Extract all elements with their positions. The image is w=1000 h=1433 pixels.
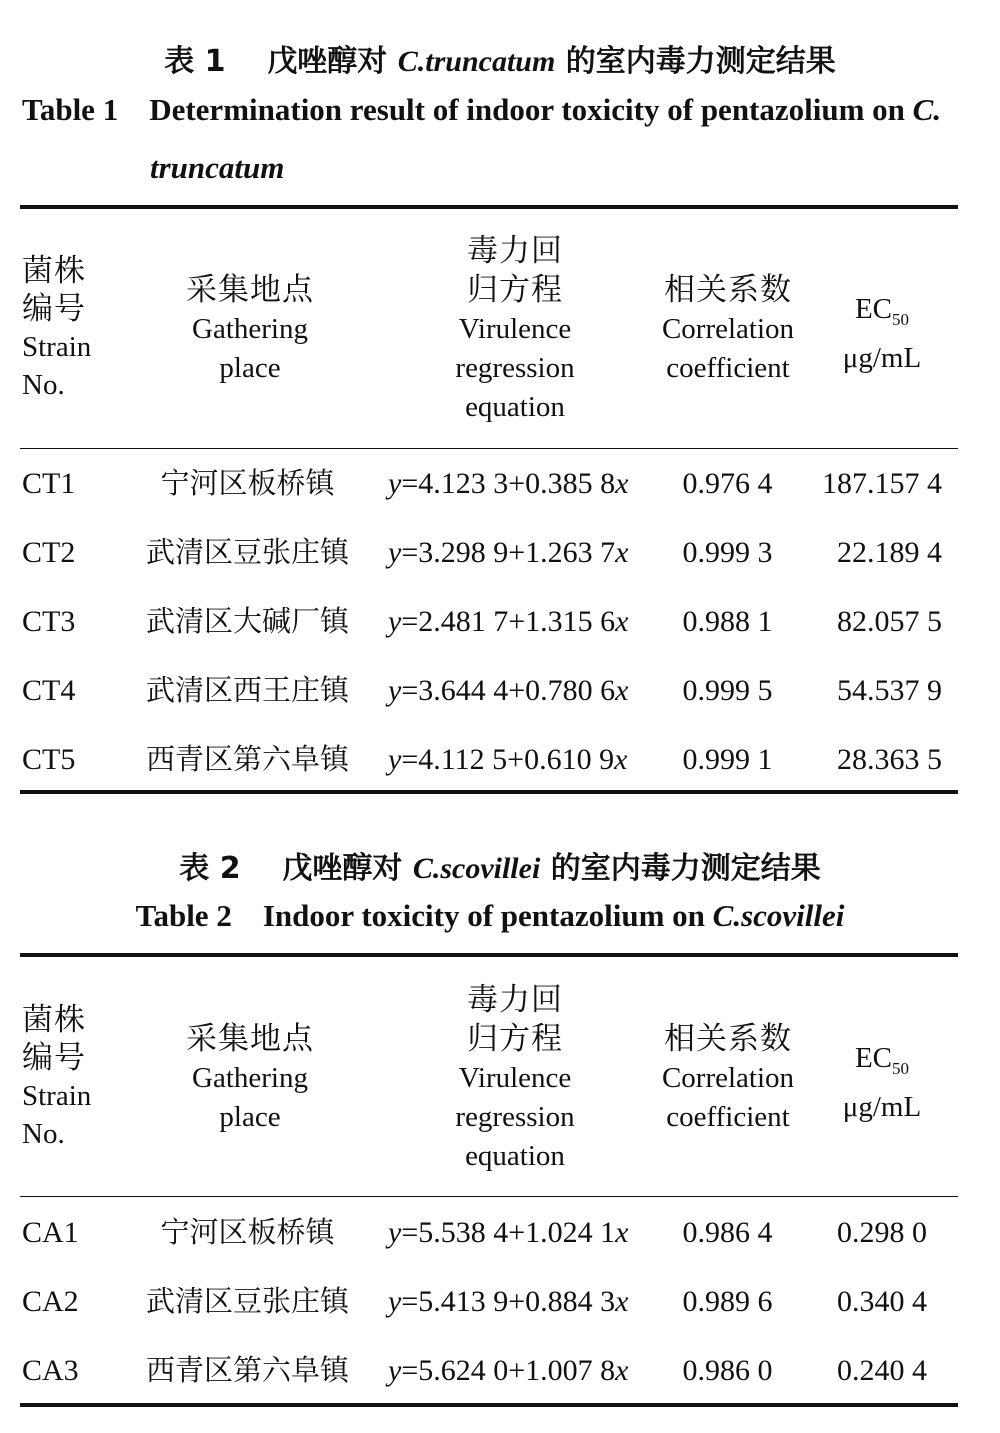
eq-intercept: 4.123 3 bbox=[418, 467, 509, 500]
header-eq-cn-2: 归方程 bbox=[467, 1021, 563, 1057]
place-cell: 武清区豆张庄镇 bbox=[145, 1284, 349, 1318]
eq-y: y bbox=[388, 605, 402, 638]
eq-equals: = bbox=[401, 605, 419, 638]
place-cell: 宁河区板桥镇 bbox=[160, 466, 335, 500]
table2-caption-en-species: C.scovillei bbox=[712, 898, 845, 933]
eq-x: x bbox=[615, 467, 629, 500]
place-cell: 宁河区板桥镇 bbox=[160, 1215, 335, 1249]
eq-plus: + bbox=[508, 605, 526, 638]
header-eq-cn-2: 归方程 bbox=[467, 272, 563, 308]
header-ec-unit: μg/mL bbox=[842, 341, 922, 374]
eq-slope: 1.315 6 bbox=[525, 605, 616, 638]
eq-equals: = bbox=[401, 467, 419, 500]
eq-equals: = bbox=[401, 1285, 419, 1318]
eq-y: y bbox=[388, 1216, 402, 1249]
eq-intercept: 2.481 7 bbox=[418, 605, 509, 638]
equation-cell bbox=[388, 1282, 629, 1321]
table2-caption-cn-post: 的室内毒力测定结果 bbox=[550, 851, 821, 886]
header-place-en-2: place bbox=[219, 1101, 281, 1133]
table2-header-strain bbox=[22, 1001, 91, 1153]
header-corr-cn: 相关系数 bbox=[664, 272, 792, 308]
ec50-cell: 187.157 4 bbox=[822, 467, 942, 500]
eq-intercept: 3.644 4 bbox=[418, 674, 509, 707]
equation-cell bbox=[388, 533, 629, 572]
eq-plus: + bbox=[508, 1354, 526, 1387]
eq-slope: 0.385 8 bbox=[525, 467, 616, 500]
ec50-cell: 28.363 5 bbox=[837, 743, 942, 776]
header-strain-cn-1: 菌株 bbox=[22, 1002, 86, 1038]
place-cell: 武清区西王庄镇 bbox=[145, 673, 349, 707]
eq-y: y bbox=[388, 743, 402, 776]
eq-x: x bbox=[615, 1354, 629, 1387]
correlation-cell: 0.999 1 bbox=[682, 743, 773, 776]
eq-equals: = bbox=[401, 536, 419, 569]
eq-plus: + bbox=[508, 467, 526, 500]
table2-header-rule bbox=[20, 1196, 958, 1197]
correlation-cell: 0.989 6 bbox=[682, 1285, 773, 1318]
eq-slope: 1.263 7 bbox=[525, 536, 616, 569]
table1-header-ec50 bbox=[812, 290, 952, 378]
table1-caption-en-text: Determination result of indoor toxicity of pentazolium on bbox=[149, 92, 905, 127]
header-strain-cn-1: 菌株 bbox=[22, 253, 86, 289]
table1-header-strain bbox=[22, 252, 91, 404]
place-cell: 西青区第六阜镇 bbox=[145, 1353, 349, 1387]
eq-x: x bbox=[615, 674, 629, 707]
header-place-cn: 采集地点 bbox=[186, 272, 314, 308]
eq-slope: 0.884 3 bbox=[525, 1285, 616, 1318]
table2-label-cn: 表 2 bbox=[179, 851, 241, 886]
correlation-cell: 0.976 4 bbox=[682, 467, 773, 500]
table2-caption-en bbox=[0, 898, 980, 934]
header-ec-sub: 50 bbox=[892, 309, 910, 329]
header-strain-cn-2: 编号 bbox=[22, 1040, 86, 1076]
header-corr-cn: 相关系数 bbox=[664, 1021, 792, 1057]
strain-cell: CT5 bbox=[22, 743, 76, 776]
ec50-cell: 0.298 0 bbox=[837, 1216, 927, 1249]
correlation-cell: 0.988 1 bbox=[682, 605, 773, 638]
header-corr-en-1: Correlation bbox=[661, 313, 795, 345]
table2-header-ec50 bbox=[812, 1039, 952, 1127]
header-place-cn: 采集地点 bbox=[186, 1021, 314, 1057]
header-corr-en-2: coefficient bbox=[666, 352, 790, 384]
strain-cell: CA2 bbox=[22, 1285, 79, 1318]
table1-header-equation bbox=[415, 232, 615, 427]
place-cell: 西青区第六阜镇 bbox=[145, 742, 349, 776]
table2-top-rule bbox=[20, 953, 958, 957]
header-eq-en-1: Virulence bbox=[458, 1062, 572, 1094]
header-strain-en-2: No. bbox=[22, 1118, 65, 1150]
header-corr-en-2: coefficient bbox=[666, 1101, 790, 1133]
eq-x: x bbox=[614, 743, 628, 776]
eq-equals: = bbox=[401, 743, 419, 776]
header-strain-en-1: Strain bbox=[22, 1080, 92, 1112]
header-ec-unit: μg/mL bbox=[842, 1090, 922, 1123]
strain-cell: CT1 bbox=[22, 467, 76, 500]
table1-caption-cn-post: 的室内毒力测定结果 bbox=[565, 44, 836, 79]
eq-intercept: 5.624 0 bbox=[418, 1354, 509, 1387]
table2-label-en: Table 2 bbox=[135, 898, 232, 933]
eq-plus: + bbox=[508, 674, 526, 707]
table1-top-rule bbox=[20, 205, 958, 209]
eq-y: y bbox=[388, 1354, 402, 1387]
header-strain-en-2: No. bbox=[22, 369, 65, 401]
eq-y: y bbox=[388, 1285, 402, 1318]
ec50-cell: 0.340 4 bbox=[837, 1285, 927, 1318]
eq-x: x bbox=[615, 536, 629, 569]
eq-y: y bbox=[388, 674, 402, 707]
header-eq-cn-1: 毒力回 bbox=[467, 233, 563, 269]
strain-cell: CT3 bbox=[22, 605, 76, 638]
table1-header-place bbox=[150, 271, 350, 388]
header-eq-en-2: regression bbox=[455, 352, 575, 384]
eq-plus: + bbox=[508, 1285, 526, 1318]
table1-bottom-rule bbox=[20, 790, 958, 794]
ec50-cell: 22.189 4 bbox=[837, 536, 942, 569]
eq-intercept: 4.112 5 bbox=[418, 743, 508, 776]
header-eq-cn-1: 毒力回 bbox=[467, 982, 563, 1018]
ec50-cell: 54.537 9 bbox=[837, 674, 942, 707]
header-place-en-2: place bbox=[219, 352, 281, 384]
header-ec-main: EC bbox=[854, 1042, 893, 1074]
eq-plus: + bbox=[507, 743, 525, 776]
eq-intercept: 5.413 9 bbox=[418, 1285, 509, 1318]
eq-intercept: 3.298 9 bbox=[418, 536, 509, 569]
table1-caption-cn-pre: 戊唑醇对 bbox=[267, 44, 388, 79]
eq-y: y bbox=[388, 467, 402, 500]
table2-caption-cn-pre: 戊唑醇对 bbox=[282, 851, 403, 886]
equation-cell bbox=[388, 1213, 629, 1252]
header-ec-main: EC bbox=[854, 293, 893, 325]
equation-cell bbox=[388, 671, 629, 710]
eq-plus: + bbox=[508, 1216, 526, 1249]
place-cell: 武清区大碱厂镇 bbox=[145, 604, 349, 638]
strain-cell: CT2 bbox=[22, 536, 76, 569]
table2-caption-cn bbox=[0, 843, 1000, 887]
strain-cell: CA1 bbox=[22, 1216, 79, 1249]
eq-equals: = bbox=[401, 1216, 419, 1249]
table1-header-rule bbox=[20, 448, 958, 449]
eq-x: x bbox=[615, 1285, 629, 1318]
header-eq-en-3: equation bbox=[465, 391, 565, 423]
eq-x: x bbox=[615, 605, 629, 638]
table1-caption-en-line2: truncatum bbox=[150, 150, 285, 185]
header-eq-en-3: equation bbox=[465, 1140, 565, 1172]
ec50-cell: 82.057 5 bbox=[837, 605, 942, 638]
eq-x: x bbox=[615, 1216, 629, 1249]
header-strain-en-1: Strain bbox=[22, 331, 92, 363]
eq-slope: 0.780 6 bbox=[525, 674, 616, 707]
header-eq-en-1: Virulence bbox=[458, 313, 572, 345]
eq-equals: = bbox=[401, 674, 419, 707]
header-eq-en-2: regression bbox=[455, 1101, 575, 1133]
correlation-cell: 0.986 0 bbox=[682, 1354, 773, 1387]
header-corr-en-1: Correlation bbox=[661, 1062, 795, 1094]
strain-cell: CA3 bbox=[22, 1354, 79, 1387]
table1-caption-cn-species: C.truncatum bbox=[397, 45, 556, 78]
header-place-en-1: Gathering bbox=[192, 313, 308, 345]
eq-y: y bbox=[388, 536, 402, 569]
table2-caption-cn-species: C.scovillei bbox=[412, 852, 541, 885]
eq-slope: 0.610 9 bbox=[524, 743, 615, 776]
equation-cell bbox=[388, 1351, 629, 1390]
correlation-cell: 0.999 3 bbox=[682, 536, 773, 569]
correlation-cell: 0.999 5 bbox=[682, 674, 773, 707]
table1-header-correlation bbox=[648, 271, 808, 388]
ec50-cell: 0.240 4 bbox=[837, 1354, 927, 1387]
table1-label-en: Table 1 bbox=[22, 92, 119, 127]
place-cell: 武清区豆张庄镇 bbox=[145, 535, 349, 569]
table1-caption-en-line1 bbox=[22, 92, 941, 128]
strain-cell: CT4 bbox=[22, 674, 76, 707]
eq-intercept: 5.538 4 bbox=[418, 1216, 509, 1249]
table1-caption-en-species-a: C. bbox=[912, 92, 942, 127]
equation-cell bbox=[388, 740, 627, 779]
header-place-en-1: Gathering bbox=[192, 1062, 308, 1094]
eq-slope: 1.007 8 bbox=[525, 1354, 616, 1387]
correlation-cell: 0.986 4 bbox=[682, 1216, 773, 1249]
table2-header-equation bbox=[415, 981, 615, 1176]
header-strain-cn-2: 编号 bbox=[22, 291, 86, 327]
eq-slope: 1.024 1 bbox=[525, 1216, 616, 1249]
table2-caption-en-text: Indoor toxicity of pentazolium on bbox=[262, 898, 705, 933]
table2-bottom-rule bbox=[20, 1403, 958, 1407]
eq-equals: = bbox=[401, 1354, 419, 1387]
equation-cell bbox=[388, 602, 629, 641]
equation-cell bbox=[388, 464, 629, 503]
table2-header-place bbox=[150, 1020, 350, 1137]
table1-caption-cn bbox=[0, 36, 1000, 80]
eq-plus: + bbox=[508, 536, 526, 569]
header-ec-sub: 50 bbox=[892, 1058, 910, 1078]
table2-header-correlation bbox=[648, 1020, 808, 1137]
table1-label-cn: 表 1 bbox=[164, 44, 226, 79]
